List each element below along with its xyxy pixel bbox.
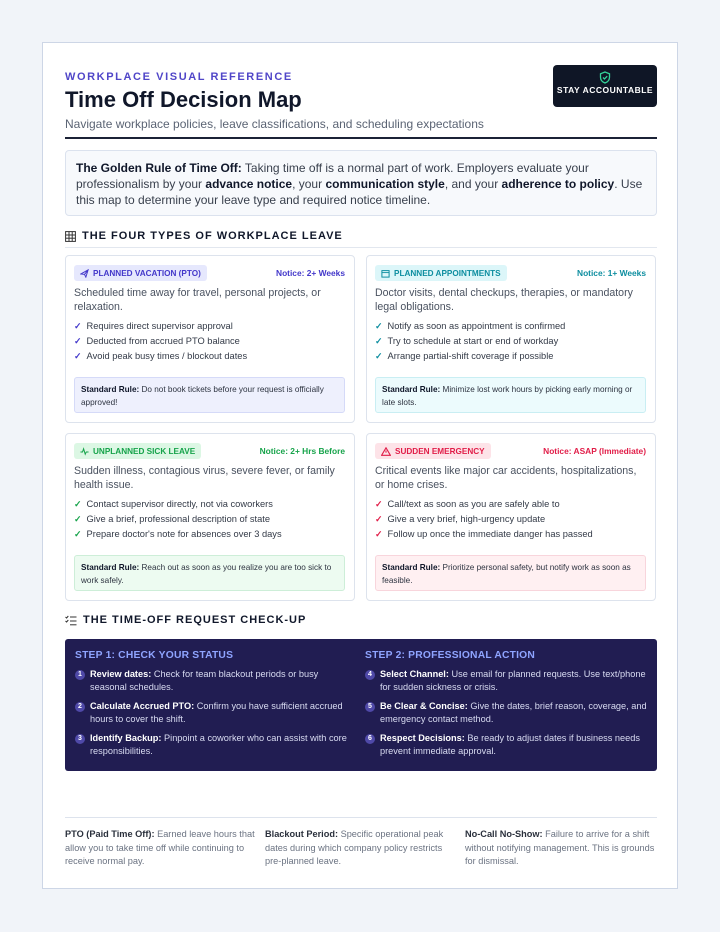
list-item-text: Try to schedule at start or end of workday [387,336,559,346]
leave-description: Sudden illness, contagious virus, severe fever, or family health issue. [74,465,335,491]
check-icon: ✓ [375,529,383,539]
check-icon: ✓ [74,499,82,509]
standard-rule-box [74,377,345,413]
warning-icon [381,447,391,456]
standard-rule-box [74,555,345,591]
notice-requirement: Notice: 2+ Weeks [276,268,345,278]
list-item-text: Avoid peak busy times / blockout dates [86,351,248,361]
list-item [375,512,593,527]
list-item-text: Contact supervisor directly, not via coworkers [86,499,273,509]
leave-type-pill [74,443,201,459]
leave-type-pill [375,265,507,281]
golden-rule-text: Taking time off is a normal part of work. Employers evaluate your professionalism by your [76,161,589,191]
step-label: Select Channel: [380,669,449,679]
shield-check-icon [599,71,611,84]
rule-label: Standard Rule: [382,563,441,572]
rule-text: Minimize lost work hours by picking early morning or late slots. [382,385,633,407]
step-number: 4 [365,670,375,680]
step-number: 3 [75,734,85,744]
step-label: Be Clear & Concise: [380,701,468,711]
step-text: Give the dates, brief reason, coverage, and emergency contact method. [380,701,647,724]
step-text: Be ready to adjust dates if business needs prevent immediate approval. [380,733,640,756]
list-item [74,349,247,364]
leave-type-label: UNPLANNED SICK LEAVE [93,446,196,456]
step-label: Review dates: [90,669,152,679]
step-column-2 [365,650,647,764]
step-text: Check for team blackout periods or busy seasonal schedules. [90,669,319,692]
step-number: 6 [365,734,375,744]
step-item [365,732,647,758]
rule-label: Standard Rule: [382,385,441,394]
step-number: 2 [75,702,85,712]
golden-rule-emphasis: advance notice [205,177,293,191]
step-item [365,700,647,726]
header-divider [65,137,657,139]
check-icon: ✓ [74,336,82,346]
list-item [74,512,282,527]
list-item [375,527,593,542]
list-item-text: Give a brief, professional description of state [86,514,270,524]
list-item [74,319,247,334]
list-item [74,334,247,349]
request-checkup-panel [65,639,657,771]
step-label: Calculate Accrued PTO: [90,701,195,711]
glossary-entry [265,828,457,869]
golden-rule-text: . Use this map to determine your leave type and required notice timeline. [76,177,643,207]
check-icon: ✓ [375,514,383,524]
check-icon: ✓ [375,351,383,361]
calendar-icon [381,269,390,278]
list-item [74,497,282,512]
list-item [375,349,565,364]
step-text: Use email for planned requests. Use text/phone for sudden sickness or crisis. [380,669,646,692]
requirement-list [375,319,565,364]
page-subtitle: Navigate workplace policies, leave classifications, and scheduling expectations [65,117,484,131]
golden-rule-callout [65,150,657,216]
list-item-text: Arrange partial-shift coverage if possible [387,351,554,361]
list-item [375,334,565,349]
step-item [365,668,647,694]
step-text: Pinpoint a coworker who can assist with core responsibilities. [90,733,347,756]
check-icon: ✓ [74,514,82,524]
leave-card-planned-vacation [65,255,355,423]
step-label: Identify Backup: [90,733,162,743]
section-title: THE TIME-OFF REQUEST CHECK-UP [83,614,307,626]
list-item [375,319,565,334]
check-icon: ✓ [375,499,383,509]
rule-label: Standard Rule: [81,563,140,572]
step-label: Respect Decisions: [380,733,465,743]
leave-type-label: PLANNED VACATION (PTO) [93,268,201,278]
plane-icon [80,269,89,278]
leave-type-pill [74,265,207,281]
glossary-entry [465,828,657,869]
list-item-text: Give a very brief, high-urgency update [387,514,546,524]
glossary-entry [65,828,257,869]
check-icon: ✓ [74,529,82,539]
requirement-list [74,497,282,542]
grid-icon [65,231,76,242]
check-icon: ✓ [375,321,383,331]
checklist-icon [65,615,77,626]
leave-card-unplanned-sick [65,433,355,601]
glossary-term: No-Call No-Show: [465,829,543,839]
step-item [75,732,357,758]
leave-type-label: SUDDEN EMERGENCY [395,446,485,456]
section-heading-leave-types [65,230,343,242]
rule-text: Prioritize personal safety, but notify work as soon as feasible. [382,563,631,585]
step-heading: STEP 1: CHECK YOUR STATUS [75,650,234,661]
list-item-text: Requires direct supervisor approval [86,321,233,331]
step-number: 1 [75,670,85,680]
golden-rule-text: , your [292,177,326,191]
step-item [75,700,357,726]
pulse-icon [80,447,89,456]
rule-text: Reach out as soon as you realize you are too sick to work safely. [81,563,332,585]
accountability-badge [553,65,657,107]
check-icon: ✓ [74,321,82,331]
step-number: 5 [365,702,375,712]
requirement-list [74,319,247,364]
leave-card-planned-appointments [366,255,656,423]
footer-divider [65,817,657,818]
section-title: THE FOUR TYPES OF WORKPLACE LEAVE [82,230,343,242]
requirement-list [375,497,593,542]
list-item-text: Deducted from accrued PTO balance [86,336,240,346]
section-heading-checkup [65,614,306,626]
notice-requirement: Notice: 1+ Weeks [577,268,646,278]
golden-rule-lead: The Golden Rule of Time Off: [76,161,242,175]
list-item-text: Follow up once the immediate danger has passed [387,529,593,539]
rule-label: Standard Rule: [81,385,140,394]
page-title: Time Off Decision Map [65,87,302,112]
leave-description: Scheduled time away for travel, personal projects, or relaxation. [74,287,321,313]
list-item-text: Call/text as soon as you are safely able to [387,499,560,509]
list-item-text: Prepare doctor's note for absences over 3 days [86,529,282,539]
section-divider [65,247,657,248]
rule-text: Do not book tickets before your request is officially approved! [81,385,324,407]
standard-rule-box [375,377,646,413]
glossary-definition: Failure to arrive for a shift without notifying management. This is grounds for dismissal. [465,829,655,866]
check-icon: ✓ [74,351,82,361]
step-text: Confirm you have sufficient accrued hours to cover the shift. [90,701,343,724]
golden-rule-text: , and your [444,177,502,191]
notice-requirement: Notice: 2+ Hrs Before [259,446,345,456]
leave-type-label: PLANNED APPOINTMENTS [394,268,501,278]
badge-label: STAY ACCOUNTABLE [556,85,654,95]
standard-rule-box [375,555,646,591]
notice-requirement: Notice: ASAP (Immediate) [543,446,646,456]
glossary-term: PTO (Paid Time Off): [65,829,155,839]
list-item [74,527,282,542]
golden-rule-emphasis: communication style [325,177,445,191]
leave-description: Critical events like major car accidents, hospitalizations, or home crises. [375,465,637,491]
leave-card-sudden-emergency [366,433,656,601]
list-item [375,497,593,512]
step-column-1 [75,650,357,764]
glossary-term: Blackout Period: [265,829,339,839]
leave-description: Doctor visits, dental checkups, therapies, or mandatory legal obligations. [375,287,633,313]
check-icon: ✓ [375,336,383,346]
leave-type-pill [375,443,491,459]
step-heading: STEP 2: PROFESSIONAL ACTION [365,650,535,661]
glossary-definition: Earned leave hours that allow you to take time off while continuing to receive normal pay. [65,829,255,866]
step-item [75,668,357,694]
list-item-text: Notify as soon as appointment is confirmed [387,321,566,331]
golden-rule-emphasis: adherence to policy [501,177,615,191]
eyebrow-label: WORKPLACE VISUAL REFERENCE [65,71,293,83]
glossary-definition: Specific operational peak dates during which company policy restricts pre-planned leave. [265,829,444,866]
document-page [42,42,678,889]
